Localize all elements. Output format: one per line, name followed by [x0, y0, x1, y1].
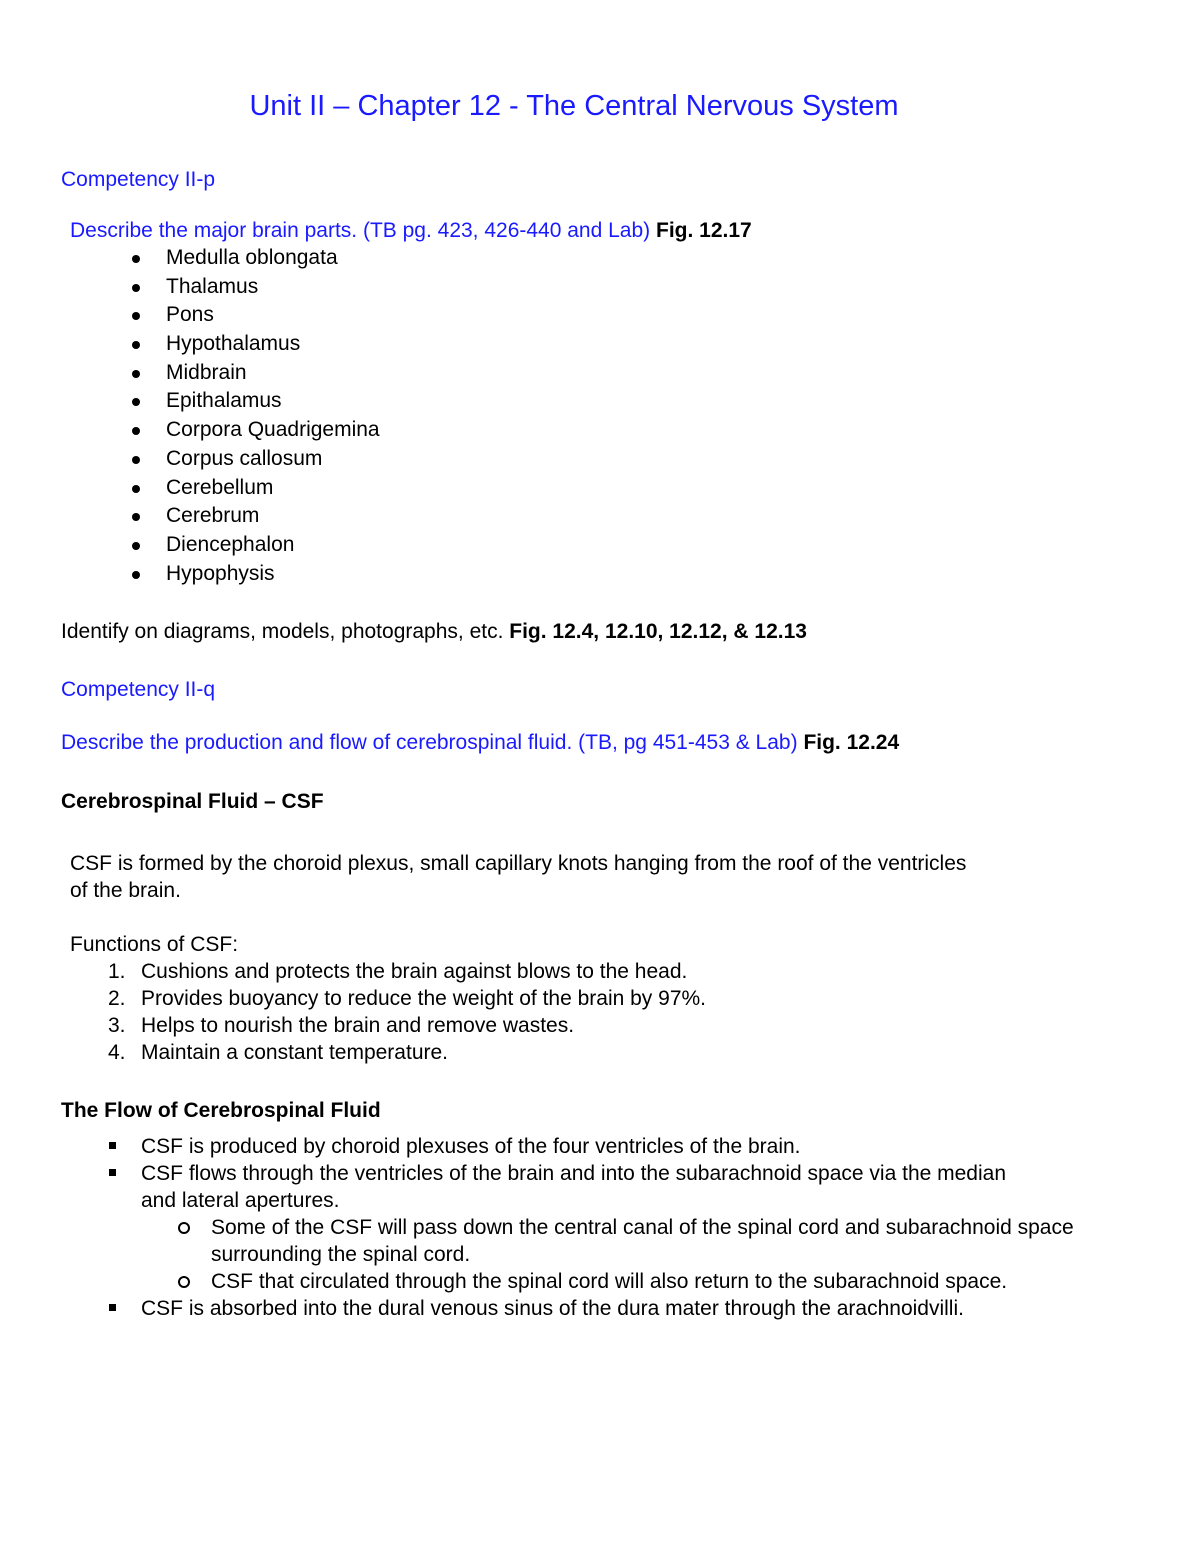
list-item: Hypothalamus — [128, 330, 380, 359]
circle-bullet-icon — [178, 1222, 190, 1234]
bullet-icon — [132, 398, 140, 406]
list-item: 1. Cushions and protects the brain against blows to the head. — [108, 960, 688, 983]
list-item: Pons — [128, 301, 380, 330]
square-bullet-icon — [109, 1142, 116, 1149]
csf-heading: Cerebrospinal Fluid – CSF — [61, 790, 324, 813]
identify-text: Identify on diagrams, models, photographs, etc. — [61, 620, 504, 643]
list-item: Diencephalon — [128, 531, 380, 560]
describe-brain-fig: Fig. 12.17 — [656, 219, 752, 242]
bullet-icon — [132, 571, 140, 579]
csf-formed-paragraph — [70, 850, 966, 904]
describe-brain-text: Describe the major brain parts. (TB pg. 423, 426-440 and Lab) — [70, 219, 651, 242]
bullet-icon — [132, 427, 140, 435]
list-item: Midbrain — [128, 359, 380, 388]
brain-parts-list — [128, 244, 380, 588]
square-bullet-icon — [109, 1304, 116, 1311]
list-item: Corpus callosum — [128, 445, 380, 474]
circle-bullet-icon — [178, 1276, 190, 1288]
functions-list — [104, 958, 706, 1066]
bullet-icon — [132, 370, 140, 378]
list-item: CSF is produced by choroid plexuses of the four ventricles of the brain. — [104, 1133, 1104, 1160]
competency-heading-p: Competency II-p — [61, 168, 216, 191]
list-item: 2. Provides buoyancy to reduce the weight of the brain by 97%. — [108, 987, 707, 1010]
list-item: Cerebrum — [128, 502, 380, 531]
bullet-icon — [132, 485, 140, 493]
flow-heading: The Flow of Cerebrospinal Fluid — [61, 1099, 381, 1122]
describe-csf-text: Describe the production and flow of cerebrospinal fluid. (TB, pg 451-453 & Lab) — [61, 731, 798, 754]
bullet-icon — [132, 312, 140, 320]
bullet-icon — [132, 341, 140, 349]
bullet-icon — [132, 255, 140, 263]
sub-list-item: Some of the CSF will pass down the central canal of the spinal cord and subarachnoid space surrounding the spinal cord. — [104, 1214, 1081, 1268]
list-item: 3. Helps to nourish the brain and remove wastes. — [108, 1014, 575, 1037]
csf-formed-line-1: CSF is formed by the choroid plexus, small capillary knots hanging from the roof of the ventricles — [70, 852, 967, 875]
describe-brain-line — [70, 217, 752, 245]
describe-csf-fig: Fig. 12.24 — [803, 731, 900, 754]
bullet-icon — [132, 513, 140, 521]
list-item: Cerebellum — [128, 474, 380, 503]
list-item: CSF is absorbed into the dural venous sinus of the dura mater through the arachnoidvilli. — [104, 1295, 1104, 1322]
list-item: Medulla oblongata — [128, 244, 380, 273]
list-item: Thalamus — [128, 273, 380, 302]
functions-label: Functions of CSF: — [70, 933, 239, 956]
describe-csf-line — [61, 729, 899, 757]
sub-list-item: CSF that circulated through the spinal cord will also return to the subarachnoid space. — [104, 1268, 1081, 1295]
identify-line — [61, 618, 807, 646]
csf-formed-line-2: of the brain. — [70, 879, 181, 902]
list-item: Corpora Quadrigemina — [128, 416, 380, 445]
square-bullet-icon — [109, 1169, 116, 1176]
list-item: CSF flows through the ventricles of the brain and into the subarachnoid space via the median and lateral apertures. — [104, 1160, 1041, 1214]
list-item: 4. Maintain a constant temperature. — [108, 1041, 449, 1064]
flow-list — [104, 1133, 1104, 1322]
bullet-icon — [132, 542, 140, 550]
bullet-icon — [132, 284, 140, 292]
competency-heading-q: Competency II-q — [61, 678, 216, 701]
identify-fig: Fig. 12.4, 12.10, 12.12, & 12.13 — [509, 620, 807, 643]
list-item: Epithalamus — [128, 387, 380, 416]
page-title: Unit II – Chapter 12 - The Central Nervous System — [249, 90, 899, 122]
bullet-icon — [132, 456, 140, 464]
list-item: Hypophysis — [128, 560, 380, 589]
